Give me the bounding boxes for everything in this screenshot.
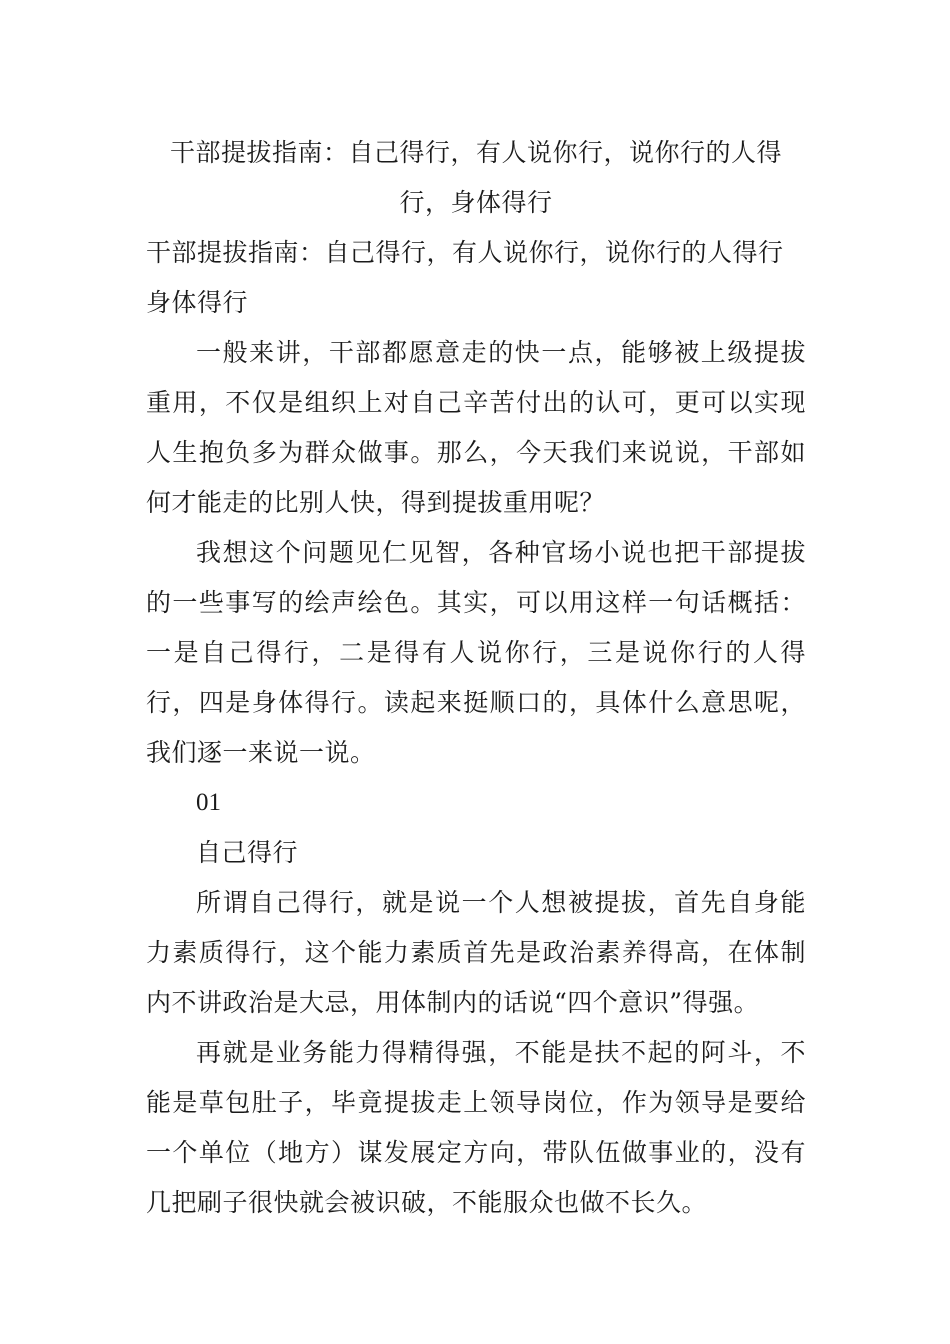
section-heading: 自己得行	[196, 838, 299, 867]
document-subtitle: 干部提拔指南：自己得行，有人说你行，说你行的人得行身体得行	[146, 238, 784, 317]
document-body	[146, 128, 806, 1228]
section-paragraph-1: 所谓自己得行，就是说一个人想被提拔，首先自身能力素质得行，这个能力素质首先是政治素养得高，在体制内不讲政治是大忌，用体制内的话说“四个意识”得强。	[146, 888, 806, 1017]
document-title: 干部提拔指南：自己得行，有人说你行，说你行的人得行，身体得行	[169, 138, 782, 217]
paragraph-intro: 一般来讲，干部都愿意走的快一点，能够被上级提拔重用，不仅是组织上对自己辛苦付出的认可，更可以实现人生抱负多为群众做事。那么，今天我们来说说，干部如何才能走的比别人快，得到提拔重用呢？	[146, 338, 806, 517]
section-number: 01	[196, 789, 221, 816]
section-paragraph-2: 再就是业务能力得精得强，不能是扶不起的阿斗，不能是草包肚子，毕竟提拔走上领导岗位，作为领导是要给一个单位（地方）谋发展定方向，带队伍做事业的，没有几把刷子很快就会被识破，不能服众也做不长久。	[146, 1038, 806, 1217]
paragraph-summary: 我想这个问题见仁见智，各种官场小说也把干部提拔的一些事写的绘声绘色。其实，可以用这样一句话概括：一是自己得行，二是得有人说你行，三是说你行的人得行，四是身体得行。读起来挺顺口的，具体什么意思呢，我们逐一来说一说。	[146, 538, 806, 767]
